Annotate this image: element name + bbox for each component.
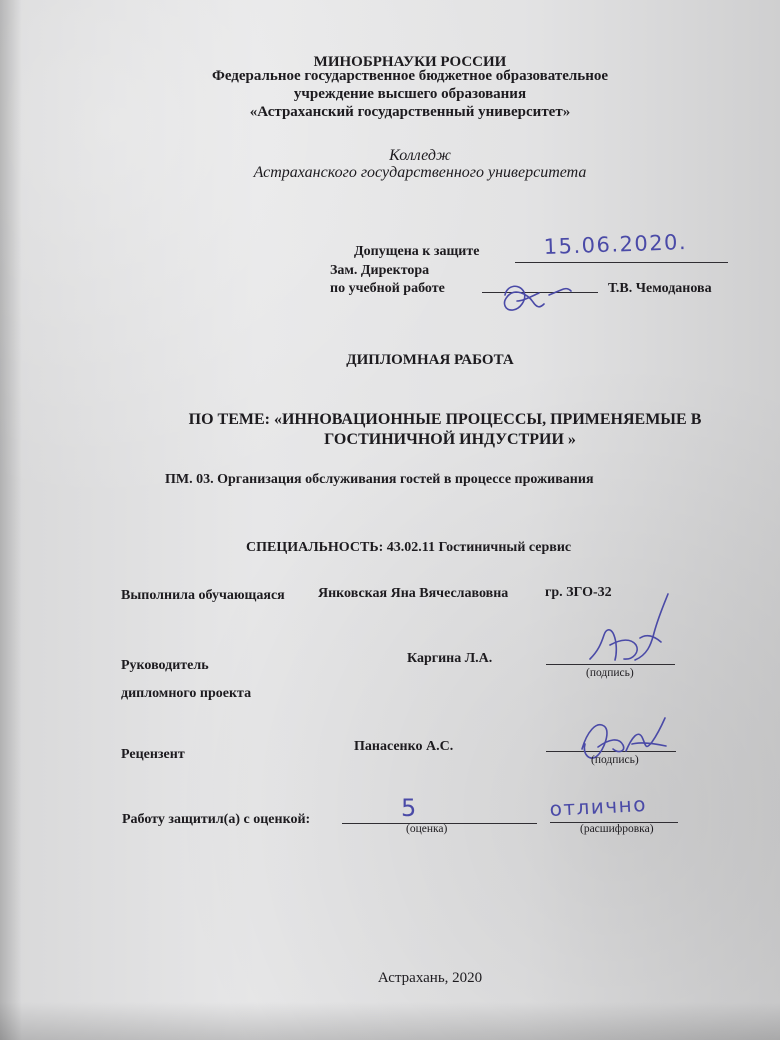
- education-line: учреждение высшего образования: [293, 86, 527, 102]
- specialty-line: СПЕЦИАЛЬНОСТЬ: 43.02.11 Гостиничный сервис: [246, 540, 572, 555]
- academic-work-label: по учебной работе: [330, 281, 445, 296]
- supervisor-signature-caption: (подпись): [586, 667, 634, 679]
- supervisor-project-label: дипломного проекта: [121, 686, 252, 701]
- student-group: гр. ЗГО-32: [545, 585, 612, 600]
- supervisor-label: Руководитель: [121, 658, 209, 673]
- work-topic-line-1: ПО ТЕМЕ: «ИННОВАЦИОННЫЕ ПРОЦЕССЫ, ПРИМЕНЯЕМЫЕ В: [188, 411, 702, 428]
- reviewer-name: Панасенко А.С.: [354, 739, 454, 754]
- college-subtitle: Астраханского государственного университета: [253, 164, 587, 181]
- admit-date-handwriting: [540, 229, 720, 267]
- work-topic-line-2: ГОСТИНИЧНОЙ ИНДУСТРИИ »: [324, 431, 576, 448]
- institution-line: Федеральное государственное бюджетное образовательное: [211, 68, 609, 84]
- paper-bottom-shadow: [0, 1002, 780, 1040]
- city-year: Астрахань, 2020: [377, 970, 483, 986]
- college-title: Колледж: [389, 147, 451, 164]
- deputy-director-label: Зам. Директора: [330, 263, 430, 278]
- director-name: Т.В. Чемоданова: [608, 281, 712, 296]
- reviewer-signature-caption: (подпись): [591, 754, 639, 766]
- student-name: Янковская Яна Вячеславовна: [318, 586, 509, 601]
- reviewer-label: Рецензент: [121, 747, 185, 762]
- ministry-heading: МИНОБРНАУКИ РОССИИ: [313, 54, 507, 70]
- work-type: ДИПЛОМНАЯ РАБОТА: [346, 352, 514, 368]
- grade-handwriting: [393, 791, 431, 827]
- admit-label: Допущена к защите: [354, 244, 480, 259]
- paper-left-shadow: [0, 0, 22, 1040]
- university-name: «Астраханский государственный университет»: [249, 104, 571, 120]
- grade-decoded-caption: (расшифровка): [580, 823, 654, 835]
- handwritten-date: 15.06.2020.: [543, 230, 688, 259]
- supervisor-name: Каргина Л.А.: [407, 651, 493, 666]
- grade-caption: (оценка): [406, 823, 448, 835]
- handwritten-grade: 5: [401, 794, 418, 822]
- professional-module: ПМ. 03. Организация обслуживания гостей в процессе проживания: [165, 472, 594, 487]
- student-label: Выполнила обучающаяся: [121, 588, 285, 603]
- grade-label: Работу защитил(а) с оценкой:: [122, 812, 311, 827]
- handwritten-grade-word: отлично: [549, 791, 648, 821]
- director-signature: [495, 270, 585, 325]
